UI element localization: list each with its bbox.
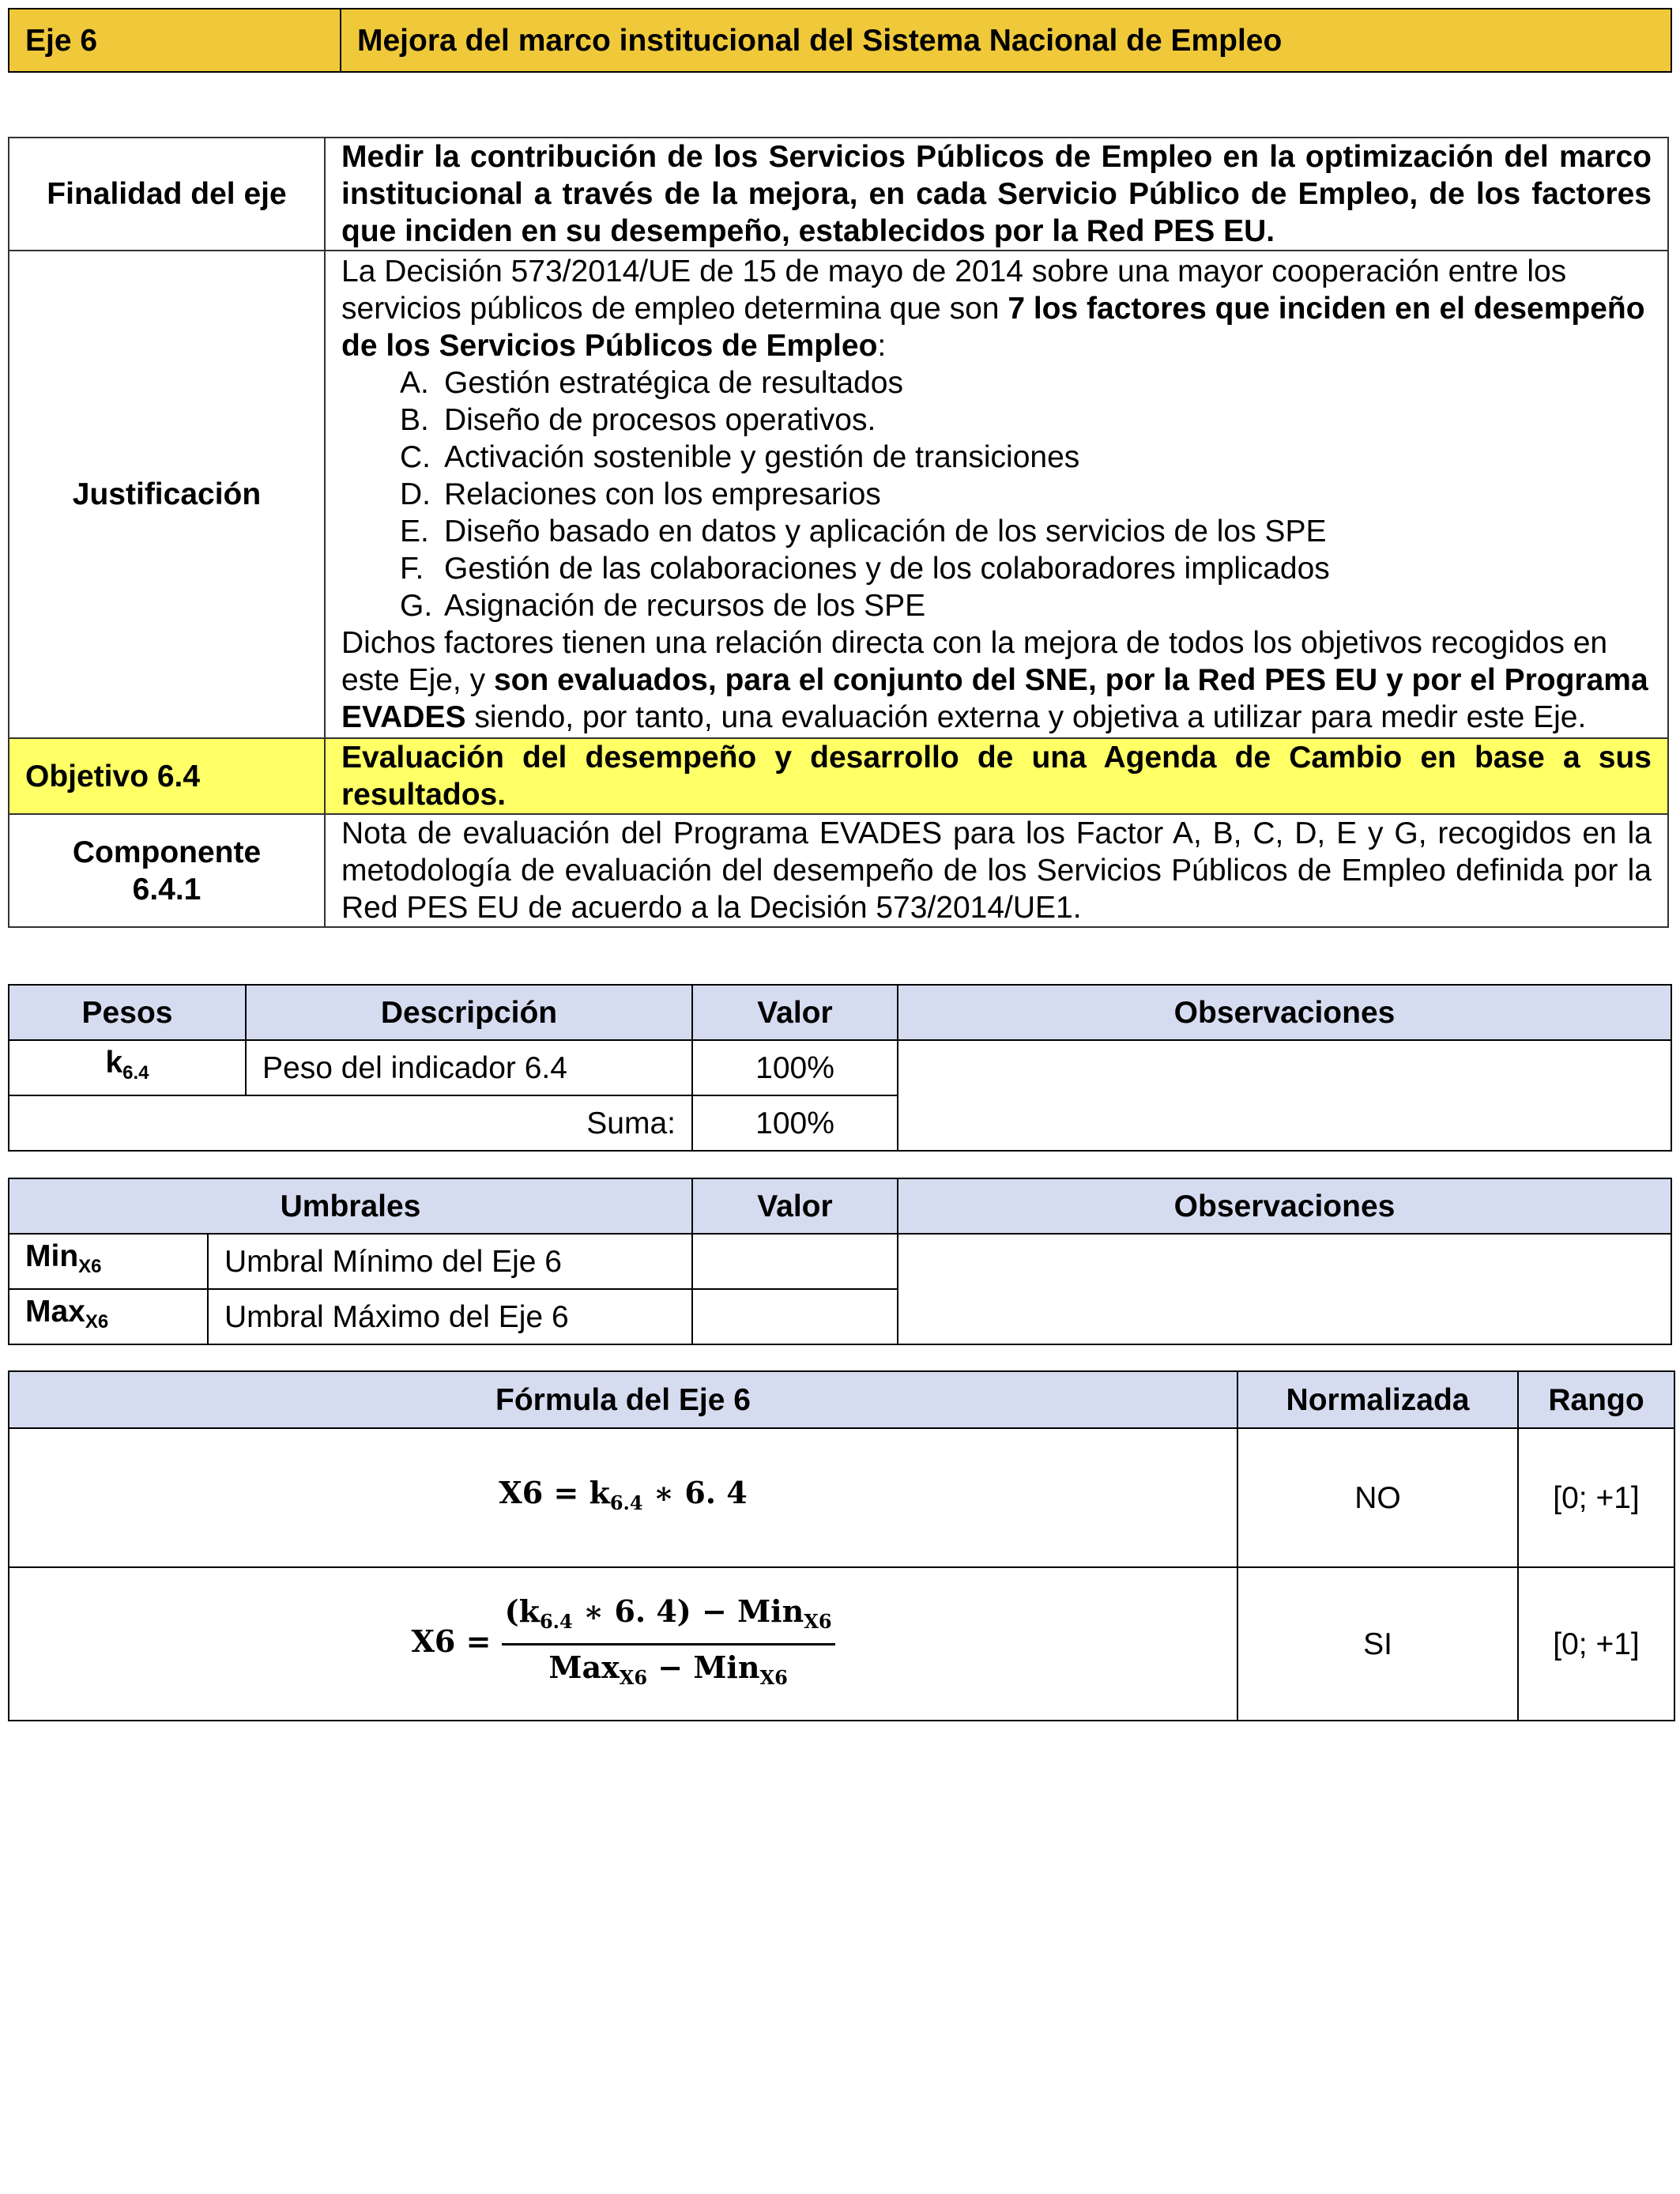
threshold-symbol: Max$_{X6}$ [9, 1289, 208, 1344]
observaciones-cell [898, 1234, 1671, 1344]
axis-title: Mejora del marco institucional del Sistema Nacional de Empleo [341, 9, 1671, 72]
rango-header: Rango [1518, 1371, 1674, 1428]
sum-value: 100% [692, 1095, 898, 1151]
factor-item: G. Asignación de recursos de los SPE [400, 589, 926, 623]
objetivo-text: Evaluación del desempeño y desarrollo de una Agenda de Cambio en base a sus resultados. [325, 738, 1668, 814]
componente-row [9, 814, 1668, 927]
justificacion-row [9, 251, 1668, 738]
formula-unnormalized: $X6 = k_{6.4}$ ∗ 6. 4 [9, 1428, 1237, 1567]
table-row [9, 1234, 1671, 1289]
normalizada-header: Normalizada [1237, 1371, 1518, 1428]
finalidad-label: Finalidad del eje [9, 138, 325, 251]
table-row [9, 1567, 1674, 1721]
umbrales-table [8, 1178, 1672, 1345]
pesos-table [8, 984, 1672, 1152]
weight-symbol: $k_{6.4}$ [9, 1040, 246, 1095]
threshold-value [692, 1234, 898, 1289]
factor-item: B. Diseño de procesos operativos. [400, 403, 876, 437]
umbrales-header: Umbrales [9, 1178, 692, 1234]
weight-value: 100% [692, 1040, 898, 1095]
justificacion-intro: La Decisión 573/2014/UE de 15 de mayo de 2014 sobre una mayor cooperación entre los servicios públicos de empleo determina que son 7 los factores que inciden en el desempeño de los Servicios Públicos de Empleo: [341, 254, 1645, 363]
valor-header: Valor [692, 1178, 898, 1234]
formula-header: Fórmula del Eje 6 [9, 1371, 1237, 1428]
sum-label: Suma: [9, 1095, 692, 1151]
factor-item: E. Diseño basado en datos y aplicación de los servicios de los SPE [400, 515, 1327, 548]
objetivo-row [9, 738, 1668, 814]
justificacion-text [325, 251, 1668, 738]
componente-label: Componente 6.4.1 [9, 814, 325, 927]
justificacion-label: Justificación [9, 251, 325, 738]
factor-item: A. Gestión estratégica de resultados [400, 366, 904, 400]
threshold-symbol: Min$_{X6}$ [9, 1234, 208, 1289]
descripcion-header: Descripción [246, 985, 692, 1040]
threshold-description: Umbral Mínimo del Eje 6 [208, 1234, 692, 1289]
rango-value: [0; +1] [1518, 1428, 1674, 1567]
fraction: $\frac{(k_{6.4} ∗ 6. 4) - Min_{X6}}{Max_{X6} - Min_{X6}}$ [502, 1593, 835, 1696]
table-row [9, 1040, 1671, 1095]
weight-description: Peso del indicador 6.4 [246, 1040, 692, 1095]
finalidad-row [9, 138, 1668, 251]
observaciones-header: Observaciones [898, 985, 1671, 1040]
observaciones-header: Observaciones [898, 1178, 1671, 1234]
normalizada-value: SI [1237, 1567, 1518, 1721]
componente-text: Nota de evaluación del Programa EVADES para los Factor A, B, C, D, E y G, recogidos en la metodología de evaluación del desempeño de los Servicios Públicos de Empleo definida por la Red PES EU de acuerdo a la Decisión 573/2014/UE1. [325, 814, 1668, 927]
valor-header: Valor [692, 985, 898, 1040]
objetivo-label: Objetivo 6.4 [9, 738, 325, 814]
factor-item: D. Relaciones con los empresarios [400, 477, 881, 511]
factor-item: C. Activación sostenible y gestión de transiciones [400, 440, 1080, 474]
axis-header [8, 8, 1672, 73]
formula-table [8, 1370, 1675, 1721]
threshold-value [692, 1289, 898, 1344]
observaciones-cell [898, 1040, 1671, 1151]
finalidad-text: Medir la contribución de los Servicios Públicos de Empleo en la optimización del marco institucional a través de la mejora, en cada Servicio Público de Empleo, de los factores que inciden en su desempeño, establecidos por la Red PES EU. [325, 138, 1668, 251]
rango-value: [0; +1] [1518, 1567, 1674, 1721]
axis-number: Eje 6 [9, 9, 341, 72]
factors-list [341, 364, 1652, 624]
normalizada-value: NO [1237, 1428, 1518, 1567]
pesos-header: Pesos [9, 985, 246, 1040]
factor-item: F. Gestión de las colaboraciones y de los colaboradores implicados [400, 552, 1330, 586]
justificacion-outro: Dichos factores tienen una relación directa con la mejora de todos los objetivos recogidos en este Eje, y son evaluados, para el conjunto del SNE, por la Red PES EU y por el Programa EVADES siendo, por tanto, una evaluación externa y objetiva a utilizar para medir este Eje. [341, 626, 1648, 734]
formula-normalized: X6 = $\frac{(k_{6.4} ∗ 6. 4) - Min_{X6}}{Max_{X6} - Min_{X6}}$ [9, 1567, 1237, 1721]
threshold-description: Umbral Máximo del Eje 6 [208, 1289, 692, 1344]
axis-info-table [8, 137, 1669, 928]
table-row [9, 1428, 1674, 1567]
